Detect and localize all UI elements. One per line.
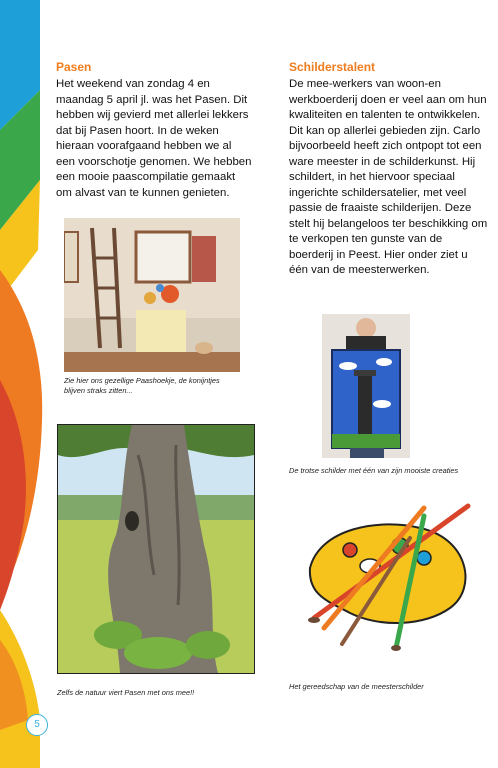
- easter-heading: Pasen: [56, 60, 92, 74]
- easter-corner-image: [64, 218, 240, 372]
- painter-tools-illustration: [300, 498, 478, 656]
- painter-caption: De trotse schilder met één van zijn mooiste creaties: [289, 466, 459, 475]
- tree-photo: [57, 424, 255, 674]
- painter-body: De mee-werkers van woon-en werkboerderij doen er veel aan om hun kwaliteiten en talenten te ontwikkelen. Dit kan op allerlei gebieden zijn. Carlo bijvoorbeeld heeft zich ontpopt tot een ware meester in de schilderkunst. Hij schildert, in het hiervoor speciaal ingerichte schildersatelier, met veel passie de fraaiste schilderijen. Deze stelt hij belangeloos ter beschikking om te verkopen ten gunste van de boerderij in Peest. Hier onder ziet u één van de meesterwerken.: [289, 78, 488, 276]
- easter-corner-photo: [64, 218, 240, 372]
- painter-tools-caption: Het gereedschap van de meesterschilder: [289, 682, 424, 691]
- easter-corner-caption: Zie hier ons gezellige Paashoekje, de konijntjes blijven straks zitten...: [64, 376, 220, 395]
- painter-article: [289, 60, 489, 279]
- painter-heading: Schilderstalent: [289, 60, 376, 74]
- painter-image: [322, 314, 410, 458]
- easter-body: Het weekend van zondag 4 en maandag 5 april jl. was het Pasen. Dit hebben wij gevierd met allerlei lekkers dat bij Pasen hoort. In de weken hieraan voorafgaand hebben we al een voorschotje genomen. We hebben een mooie paascompilatie gemaakt om alvast van te kunnen genieten.: [56, 78, 252, 199]
- tree-image: [58, 425, 254, 673]
- easter-article: [56, 60, 252, 201]
- tree-caption: Zelfs de natuur viert Pasen met ons mee!!: [57, 688, 195, 697]
- decorative-color-band: [0, 0, 52, 768]
- palette-brushes-image: [300, 498, 478, 656]
- painter-photo: [322, 314, 410, 458]
- page-number: 5: [26, 714, 48, 736]
